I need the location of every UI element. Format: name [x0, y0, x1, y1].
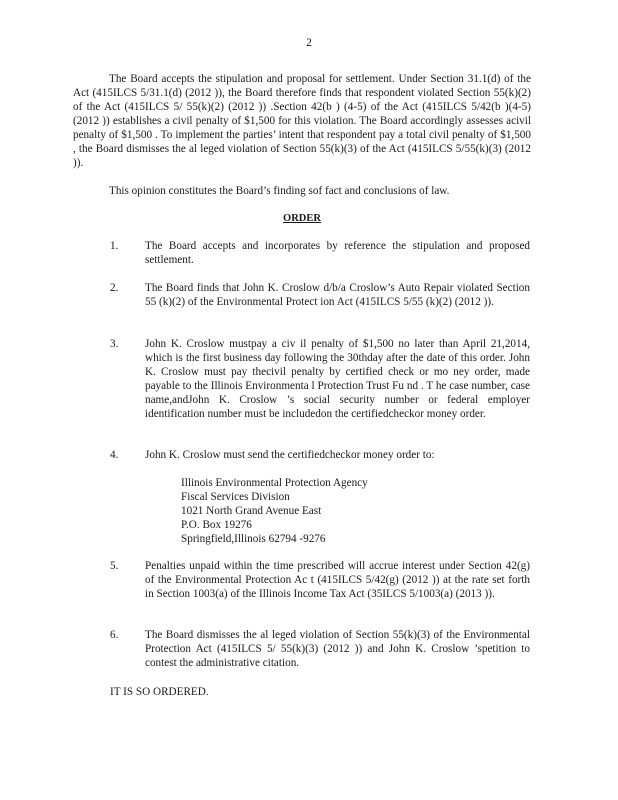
order-item-text: John K. Croslow must send the certifiedcheckor money order to: [145, 449, 435, 461]
order-item-text: The Board accepts and incorporates by reference the stipulation and proposed settlement. [145, 240, 530, 266]
address-line: Springfield,Illinois 62794 -9276 [181, 533, 326, 545]
order-item-text: Penalties unpaid within the time prescribed will accrue interest under Section 42(g) of the Environmental Protection Ac t (415ILCS 5/42(g) (2012 )) at the rate set forth in Section 1003(a) of the Illinois Income Tax Act (35ILCS 5/1003(a) (2013 )). [145, 560, 530, 600]
address-line: 1021 North Grand Avenue East [181, 505, 322, 517]
order-item-number: 2. [110, 282, 119, 294]
findings-paragraph: The Board accepts the stipulation and proposal for settlement. Under Section 31.1(d) of the Act (415ILCS 5/31.1(d) (2012 )), the Board therefore finds that respondent violated Section 55(k)(2) of the Act (415ILCS 5/ 55(k)(2) (2012 )) .Section 42(b ) (4-5) of the Act (415ILCS 5/42(b )(4-5) (2012 )) establishes a civil penalty of $1,500 for this violation. The Board accordingly assesses acivil penalty of $1,500 . To implement the parties’ intent that respondent pay a total civil penalty of $1,500 , the Board dismisses the al leged violation of Section 55(k)(3) of the Act (415ILCS 5/55(k)(3) (2012 )). [73, 73, 531, 169]
order-item-text: John K. Croslow mustpay a civ il penalty of $1,500 no later than April 21,2014, which is the first business day following the 30thday after the date of this order. John K. Croslow must pay thecivil penalty by certified check or mo ney order, made payable to the Illinois Environmenta l Protection Trust Fu nd . T he case number, case name,andJohn K. Croslow ’s social security number or federal employer identification number must be includedon the certifiedcheckor money order. [145, 338, 530, 420]
closing-statement: IT IS SO ORDERED. [110, 686, 209, 698]
page-number: 2 [306, 37, 312, 49]
order-item-text: The Board finds that John K. Croslow d/b/a Croslow’s Auto Repair violated Section 55 (k)(2) of the Environmental Protect ion Act (415ILCS 5/55 (k)(2) (2012 )). [145, 282, 530, 308]
address-line: Illinois Environmental Protection Agency [181, 477, 368, 489]
order-item-number: 3. [110, 338, 119, 350]
opinion-paragraph: This opinion constitutes the Board’s finding sof fact and conclusions of law. [109, 185, 450, 197]
address-line: Fiscal Services Division [181, 491, 290, 503]
order-item-text: The Board dismisses the al leged violation of Section 55(k)(3) of the Environmental Protection Act (415ILCS 5/ 55(k)(3) (2012 )) and John K. Croslow ’spetition to contest the administrative citation. [145, 629, 530, 669]
address-line: P.O. Box 19276 [181, 519, 252, 531]
order-heading: ORDER [283, 213, 321, 224]
order-item-number: 4. [110, 449, 119, 461]
order-item-number: 5. [110, 560, 119, 572]
order-item-number: 6. [110, 629, 119, 641]
mailing-address [181, 476, 441, 546]
order-item-number: 1. [110, 240, 119, 252]
